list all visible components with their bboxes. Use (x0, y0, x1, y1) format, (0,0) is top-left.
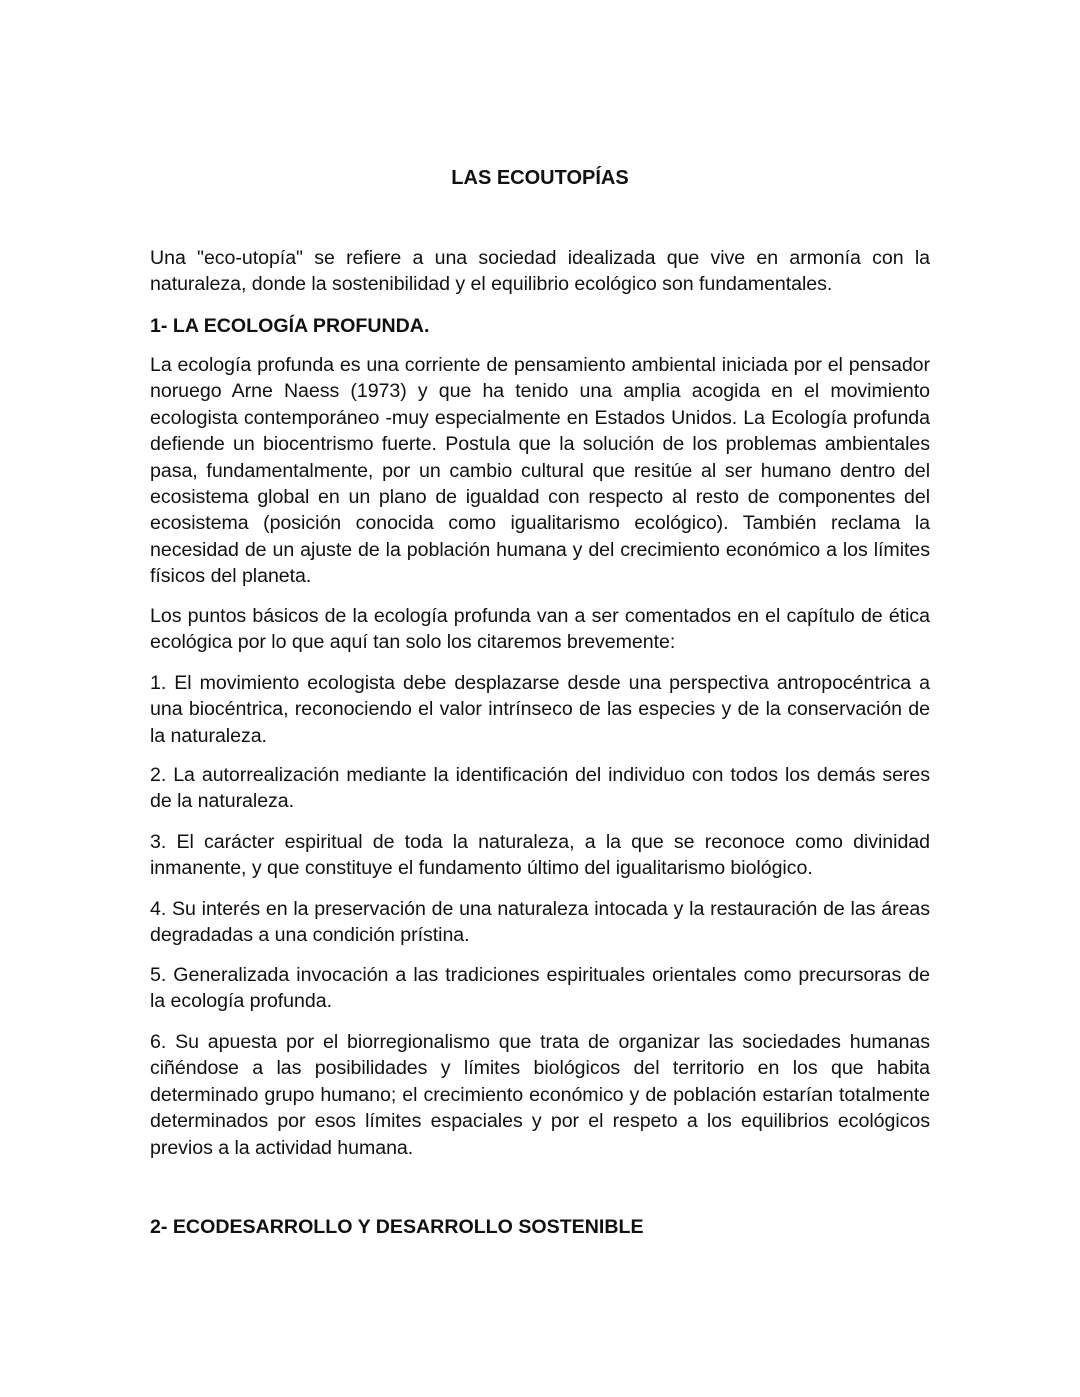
document-title: LAS ECOUTOPÍAS (451, 167, 629, 189)
paragraph-puntos-basicos-intro: Los puntos básicos de la ecología profunda van a ser comentados en el capítulo de ética ecológica por lo que aquí tan solo los citaremos brevemente: (150, 605, 930, 654)
list-item-point-5: 5. Generalizada invocación a las tradiciones espirituales orientales como precursoras de la ecología profunda. (150, 964, 930, 1013)
list-item-point-2: 2. La autorrealización mediante la identificación del individuo con todos los demás seres de la naturaleza. (150, 764, 930, 813)
intro-paragraph: Una "eco-utopía" se refiere a una sociedad idealizada que vive en armonía con la naturaleza, donde la sostenibilidad y el equilibrio ecológico son fundamentales. (150, 247, 930, 296)
section-heading-ecologia-profunda: 1- LA ECOLOGÍA PROFUNDA. (150, 315, 430, 337)
paragraph-ecologia-profunda-definition: La ecología profunda es una corriente de pensamiento ambiental iniciada por el pensador noruego Arne Naess (1973) y que ha tenido una amplia acogida en el movimiento ecologista contemporáneo -muy especialmente en Estados Unidos. La Ecología profunda defiende un biocentrismo fuerte. Postula que la solución de los problemas ambientales pasa, fundamentalmente, por un cambio cultural que resitúe al ser humano dentro del ecosistema global en un plano de igualdad con respecto al resto de componentes del ecosistema (posición conocida como igualitarismo ecológico). También reclama la necesidad de un ajuste de la población humana y del crecimiento económico a los límites físicos del planeta. (150, 354, 930, 588)
list-item-point-6: 6. Su apuesta por el biorregionalismo que trata de organizar las sociedades humanas ciñéndose a las posibilidades y límites biológicos del territorio en los que habita determinado grupo humano; el crecimiento económico y de población estarían totalmente determinados por esos límites espaciales y por el respeto a los equilibrios ecológicos previos a la actividad humana. (150, 1031, 930, 1159)
list-item-point-3: 3. El carácter espiritual de toda la naturaleza, a la que se reconoce como divinidad inmanente, y que constituye el fundamento último del igualitarismo biológico. (150, 831, 930, 880)
list-item-point-1: 1. El movimiento ecologista debe desplazarse desde una perspectiva antropocéntrica a una biocéntrica, reconociendo el valor intrínseco de las especies y de la conservación de la naturaleza. (150, 672, 930, 747)
list-item-point-4: 4. Su interés en la preservación de una naturaleza intocada y la restauración de las áreas degradadas a una condición prístina. (150, 898, 930, 947)
section-heading-ecodesarrollo: 2- ECODESARROLLO Y DESARROLLO SOSTENIBLE (150, 1216, 644, 1238)
